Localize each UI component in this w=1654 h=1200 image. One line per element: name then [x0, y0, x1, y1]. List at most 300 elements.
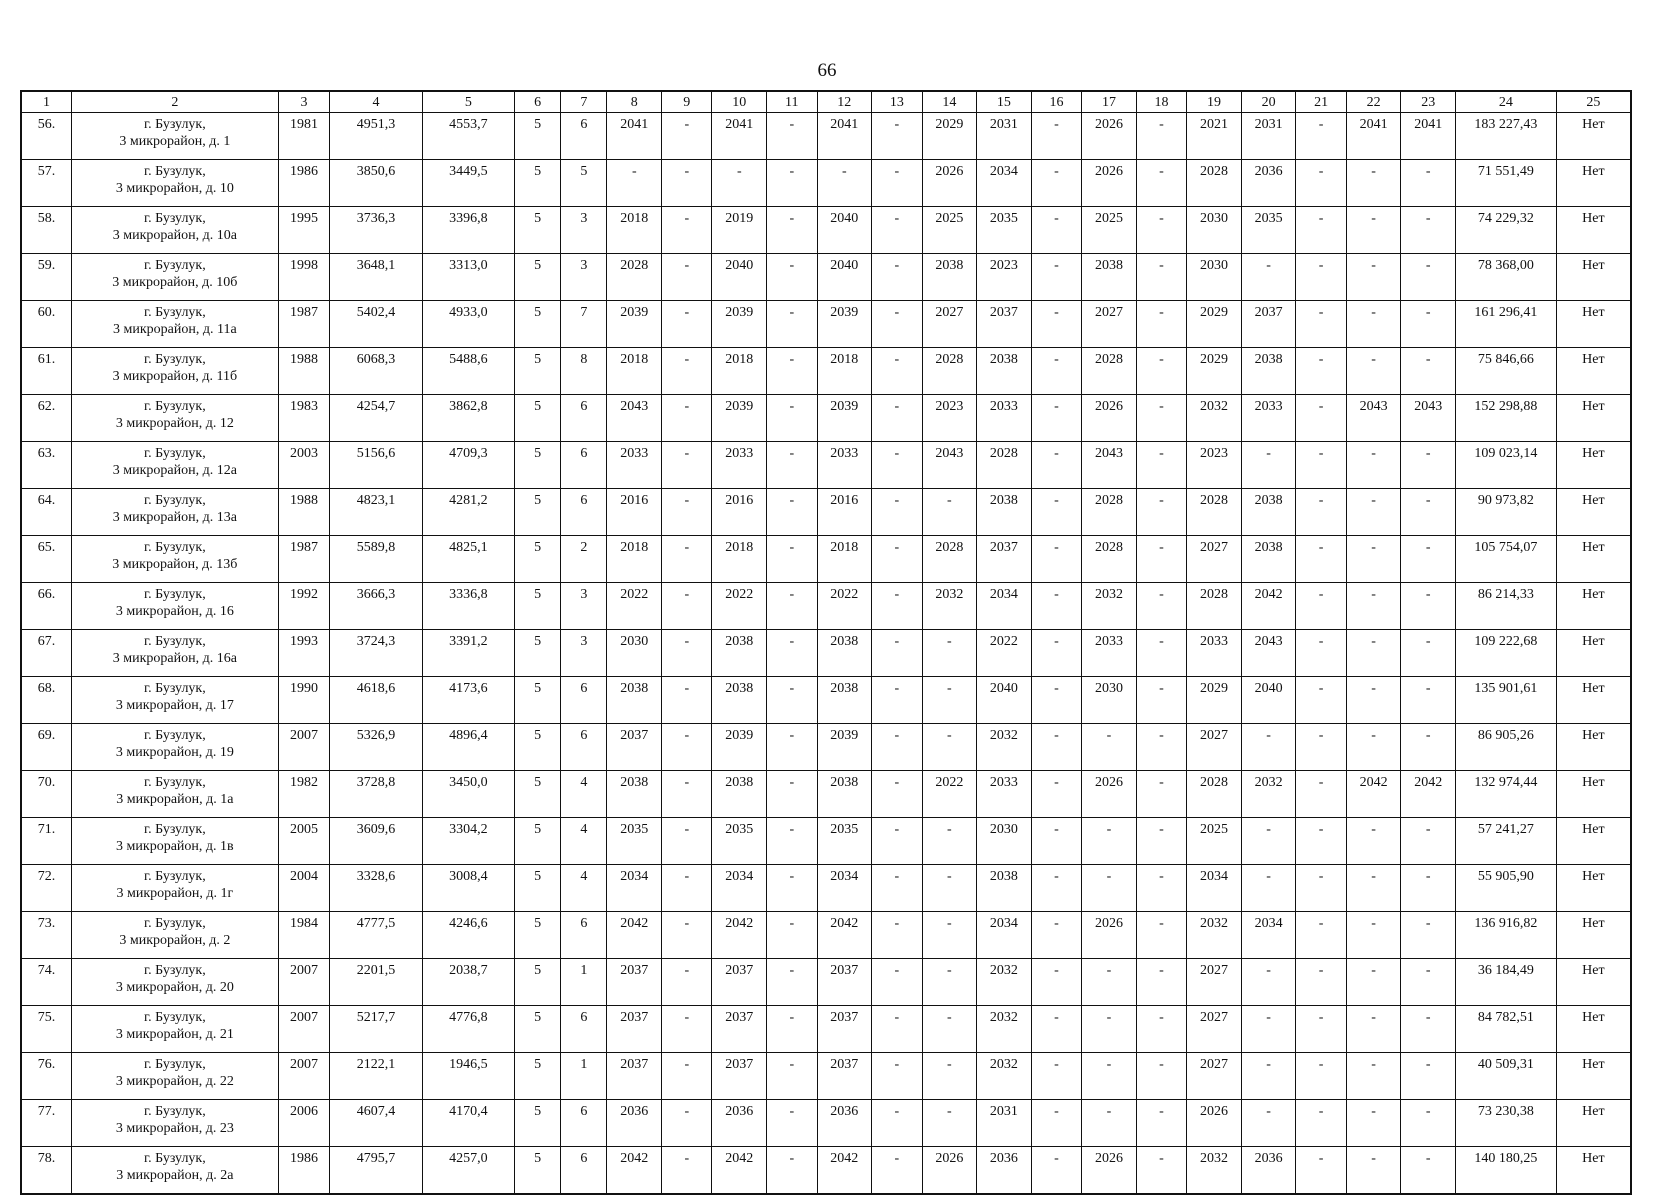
table-cell: - — [872, 442, 922, 489]
table-cell: - — [1136, 912, 1186, 959]
table-cell: - — [1082, 724, 1137, 771]
table-cell: - — [1241, 254, 1296, 301]
table-cell: - — [1082, 1100, 1137, 1147]
table-cell: 2042 — [712, 912, 767, 959]
address-cell: г. Бузулук, 3 микрорайон, д. 11б — [71, 348, 278, 395]
table-cell: 2038 — [977, 865, 1032, 912]
column-header-1: 1 — [21, 91, 71, 113]
table-cell: - — [767, 489, 817, 536]
table-cell: - — [607, 160, 662, 207]
table-cell: 5 — [515, 630, 561, 677]
table-cell: 2039 — [712, 724, 767, 771]
table-cell: - — [1401, 442, 1456, 489]
table-cell: 6068,3 — [330, 348, 422, 395]
table-cell: 2037 — [712, 959, 767, 1006]
table-cell: - — [1136, 207, 1186, 254]
table-cell: 2034 — [1241, 912, 1296, 959]
table-cell: 2037 — [817, 1006, 872, 1053]
column-header-13: 13 — [872, 91, 922, 113]
table-cell: - — [662, 677, 712, 724]
table-cell: - — [1296, 1006, 1346, 1053]
table-cell: 2019 — [712, 207, 767, 254]
table-cell: 2037 — [817, 959, 872, 1006]
table-cell: 2003 — [278, 442, 329, 489]
column-header-25: 25 — [1556, 91, 1631, 113]
table-cell: 6 — [561, 912, 607, 959]
table-cell: 3609,6 — [330, 818, 422, 865]
table-cell: 2043 — [1346, 395, 1401, 442]
table-cell: 1946,5 — [422, 1053, 514, 1100]
address-cell: г. Бузулук, 3 микрорайон, д. 19 — [71, 724, 278, 771]
table-cell: - — [1031, 959, 1081, 1006]
table-cell: - — [922, 677, 977, 724]
table-cell: - — [1401, 301, 1456, 348]
table-cell: 2022 — [607, 583, 662, 630]
table-cell: - — [662, 1053, 712, 1100]
table-cell: 2038 — [1241, 348, 1296, 395]
table-cell: 2037 — [977, 301, 1032, 348]
table-cell: 5488,6 — [422, 348, 514, 395]
table-cell: 2034 — [977, 160, 1032, 207]
address-cell: г. Бузулук, 3 микрорайон, д. 21 — [71, 1006, 278, 1053]
table-cell: 5 — [515, 489, 561, 536]
table-row — [21, 1100, 1631, 1147]
table-cell: 2034 — [1187, 865, 1242, 912]
table-cell: 109 222,68 — [1456, 630, 1557, 677]
table-cell: - — [1241, 1053, 1296, 1100]
table-cell: - — [1401, 583, 1456, 630]
table-cell: 2005 — [278, 818, 329, 865]
address-cell: г. Бузулук, 3 микрорайон, д. 22 — [71, 1053, 278, 1100]
table-cell: 75 846,66 — [1456, 348, 1557, 395]
table-cell: 5 — [515, 865, 561, 912]
table-cell: - — [1296, 113, 1346, 160]
table-cell: - — [662, 912, 712, 959]
table-cell: 73. — [21, 912, 71, 959]
table-cell: 2037 — [712, 1053, 767, 1100]
table-cell: - — [1346, 1100, 1401, 1147]
table-cell: - — [872, 160, 922, 207]
table-cell: 5 — [515, 677, 561, 724]
table-cell: 78 368,00 — [1456, 254, 1557, 301]
table-cell: - — [1031, 395, 1081, 442]
table-cell: 2 — [561, 536, 607, 583]
table-cell: - — [662, 442, 712, 489]
table-cell: - — [767, 1053, 817, 1100]
table-cell: 5 — [515, 536, 561, 583]
table-cell: - — [662, 959, 712, 1006]
table-cell: 2028 — [977, 442, 1032, 489]
table-cell: - — [872, 1006, 922, 1053]
table-cell: Нет — [1556, 1006, 1631, 1053]
table-cell: Нет — [1556, 818, 1631, 865]
table-cell: 2032 — [1187, 1147, 1242, 1195]
table-cell: 2042 — [1241, 583, 1296, 630]
table-cell: - — [1031, 254, 1081, 301]
table-cell: 2041 — [607, 113, 662, 160]
table-cell: 5 — [515, 395, 561, 442]
table-cell: 69. — [21, 724, 71, 771]
table-cell: - — [872, 348, 922, 395]
table-cell: - — [1031, 348, 1081, 395]
table-cell: 6 — [561, 442, 607, 489]
table-cell: 3336,8 — [422, 583, 514, 630]
table-cell: 4254,7 — [330, 395, 422, 442]
table-cell: 2038 — [1082, 254, 1137, 301]
table-cell: 2033 — [1187, 630, 1242, 677]
table-cell: 2038 — [607, 771, 662, 818]
table-cell: 2007 — [278, 1006, 329, 1053]
table-cell: Нет — [1556, 395, 1631, 442]
table-cell: - — [1346, 724, 1401, 771]
table-cell: - — [1136, 489, 1186, 536]
table-cell: 2041 — [817, 113, 872, 160]
table-cell: Нет — [1556, 160, 1631, 207]
table-cell: 72. — [21, 865, 71, 912]
table-cell: 2033 — [1082, 630, 1137, 677]
table-row — [21, 442, 1631, 489]
table-cell: 1982 — [278, 771, 329, 818]
table-cell: 1981 — [278, 113, 329, 160]
table-cell: 140 180,25 — [1456, 1147, 1557, 1195]
table-cell: 2037 — [977, 536, 1032, 583]
table-cell: 3736,3 — [330, 207, 422, 254]
table-cell: 68. — [21, 677, 71, 724]
table-cell: - — [872, 959, 922, 1006]
table-cell: 2029 — [1187, 677, 1242, 724]
table-cell: 2029 — [1187, 348, 1242, 395]
table-cell: 2034 — [817, 865, 872, 912]
table-cell: - — [922, 865, 977, 912]
table-cell: 2026 — [1082, 395, 1137, 442]
table-cell: - — [1346, 301, 1401, 348]
table-cell: - — [1082, 818, 1137, 865]
table-row — [21, 160, 1631, 207]
column-header-24: 24 — [1456, 91, 1557, 113]
table-cell: 5 — [515, 959, 561, 1006]
table-cell: - — [767, 724, 817, 771]
table-cell: 1986 — [278, 1147, 329, 1195]
table-cell: - — [662, 160, 712, 207]
table-cell: 2028 — [607, 254, 662, 301]
table-cell: - — [1031, 489, 1081, 536]
table-row — [21, 207, 1631, 254]
table-cell: - — [662, 771, 712, 818]
table-cell: 4170,4 — [422, 1100, 514, 1147]
table-cell: - — [922, 1006, 977, 1053]
table-cell: 4553,7 — [422, 113, 514, 160]
table-cell: 2007 — [278, 724, 329, 771]
table-cell: - — [767, 865, 817, 912]
table-cell: - — [1401, 207, 1456, 254]
table-cell: 2030 — [607, 630, 662, 677]
table-cell: 5 — [515, 254, 561, 301]
table-cell: 2042 — [817, 1147, 872, 1195]
table-cell: 2028 — [1187, 489, 1242, 536]
table-cell: Нет — [1556, 536, 1631, 583]
column-header-21: 21 — [1296, 91, 1346, 113]
table-cell: 4257,0 — [422, 1147, 514, 1195]
table-cell: - — [1296, 442, 1346, 489]
table-cell: 58. — [21, 207, 71, 254]
table-cell: - — [1296, 1147, 1346, 1195]
table-cell: 2025 — [1082, 207, 1137, 254]
address-cell: г. Бузулук, 3 микрорайон, д. 11а — [71, 301, 278, 348]
table-cell: - — [922, 959, 977, 1006]
table-cell: 74. — [21, 959, 71, 1006]
table-cell: 2043 — [922, 442, 977, 489]
table-cell: - — [1031, 912, 1081, 959]
table-cell: 132 974,44 — [1456, 771, 1557, 818]
table-cell: - — [1296, 1100, 1346, 1147]
table-cell: Нет — [1556, 301, 1631, 348]
table-cell: 2033 — [977, 395, 1032, 442]
column-header-15: 15 — [977, 91, 1032, 113]
table-cell: 2025 — [922, 207, 977, 254]
address-cell: г. Бузулук, 3 микрорайон, д. 10а — [71, 207, 278, 254]
table-cell: 8 — [561, 348, 607, 395]
table-cell: 4896,4 — [422, 724, 514, 771]
table-cell: 71. — [21, 818, 71, 865]
table-cell: - — [662, 536, 712, 583]
table-cell: - — [1401, 1006, 1456, 1053]
table-cell: - — [1401, 818, 1456, 865]
column-header-18: 18 — [1136, 91, 1186, 113]
table-cell: 2033 — [817, 442, 872, 489]
table-row — [21, 677, 1631, 724]
table-cell: - — [1031, 1100, 1081, 1147]
table-cell: 2038 — [1241, 536, 1296, 583]
table-cell: 2028 — [1082, 489, 1137, 536]
table-cell: - — [767, 301, 817, 348]
table-cell: 2030 — [977, 818, 1032, 865]
table-cell: 2030 — [1082, 677, 1137, 724]
table-cell: 4618,6 — [330, 677, 422, 724]
table-cell: 2035 — [977, 207, 1032, 254]
table-cell: 2043 — [1401, 395, 1456, 442]
table-cell: - — [1296, 160, 1346, 207]
address-cell: г. Бузулук, 3 микрорайон, д. 17 — [71, 677, 278, 724]
table-cell: 2122,1 — [330, 1053, 422, 1100]
table-cell: 2038 — [977, 489, 1032, 536]
table-cell: 2039 — [712, 301, 767, 348]
table-cell: - — [922, 630, 977, 677]
table-cell: 1998 — [278, 254, 329, 301]
table-cell: Нет — [1556, 912, 1631, 959]
table-cell: Нет — [1556, 583, 1631, 630]
address-cell: г. Бузулук, 3 микрорайон, д. 13б — [71, 536, 278, 583]
table-cell: 3862,8 — [422, 395, 514, 442]
table-cell: - — [1136, 160, 1186, 207]
table-cell: 6 — [561, 489, 607, 536]
table-cell: 3 — [561, 630, 607, 677]
table-cell: 2022 — [712, 583, 767, 630]
table-cell: 2018 — [607, 536, 662, 583]
table-cell: 2023 — [1187, 442, 1242, 489]
table-cell: 73 230,38 — [1456, 1100, 1557, 1147]
table-cell: 70. — [21, 771, 71, 818]
table-cell: 6 — [561, 677, 607, 724]
table-cell: - — [1296, 254, 1346, 301]
table-cell: - — [767, 160, 817, 207]
table-cell: 2028 — [1187, 771, 1242, 818]
table-cell: - — [1241, 959, 1296, 1006]
table-cell: 2032 — [1241, 771, 1296, 818]
table-cell: 5217,7 — [330, 1006, 422, 1053]
table-cell: - — [1346, 1147, 1401, 1195]
table-cell: 4 — [561, 818, 607, 865]
column-header-9: 9 — [662, 91, 712, 113]
table-cell: 2029 — [922, 113, 977, 160]
table-cell: 2039 — [712, 395, 767, 442]
table-cell: - — [662, 724, 712, 771]
table-cell: - — [1401, 959, 1456, 1006]
address-cell: г. Бузулук, 3 микрорайон, д. 1 — [71, 113, 278, 160]
table-header-row — [21, 91, 1631, 113]
table-cell: 2018 — [607, 207, 662, 254]
table-cell: - — [922, 724, 977, 771]
table-cell: 2026 — [922, 160, 977, 207]
table-cell: - — [922, 1100, 977, 1147]
table-cell: - — [767, 1100, 817, 1147]
table-cell: 1987 — [278, 536, 329, 583]
table-cell: 6 — [561, 1147, 607, 1195]
table-cell: 3 — [561, 207, 607, 254]
table-cell: - — [1031, 771, 1081, 818]
table-cell: - — [662, 395, 712, 442]
table-cell: 2038 — [817, 677, 872, 724]
table-cell: - — [767, 818, 817, 865]
table-cell: 2006 — [278, 1100, 329, 1147]
table-cell: - — [1031, 630, 1081, 677]
table-cell: 2043 — [607, 395, 662, 442]
table-cell: 4 — [561, 771, 607, 818]
table-cell: 57. — [21, 160, 71, 207]
table-cell: - — [1241, 1100, 1296, 1147]
table-cell: - — [1136, 442, 1186, 489]
table-cell: 3391,2 — [422, 630, 514, 677]
table-cell: 2004 — [278, 865, 329, 912]
table-cell: 2023 — [977, 254, 1032, 301]
table-cell: 6 — [561, 724, 607, 771]
table-cell: 5 — [515, 912, 561, 959]
table-cell: - — [1136, 630, 1186, 677]
table-cell: - — [1401, 489, 1456, 536]
table-cell: - — [872, 489, 922, 536]
address-cell: г. Бузулук, 3 микрорайон, д. 10 — [71, 160, 278, 207]
table-cell: 2034 — [977, 583, 1032, 630]
table-cell: 1988 — [278, 489, 329, 536]
table-cell: - — [1031, 724, 1081, 771]
table-cell: 2027 — [1187, 1006, 1242, 1053]
address-cell: г. Бузулук, 3 микрорайон, д. 16 — [71, 583, 278, 630]
table-cell: 2042 — [817, 912, 872, 959]
table-cell: 2039 — [817, 724, 872, 771]
table-cell: - — [1296, 771, 1346, 818]
table-cell: 2042 — [712, 1147, 767, 1195]
table-cell: 109 023,14 — [1456, 442, 1557, 489]
table-cell: 2026 — [1082, 160, 1137, 207]
table-cell: 2036 — [1241, 1147, 1296, 1195]
table-cell: - — [872, 395, 922, 442]
table-cell: 2016 — [817, 489, 872, 536]
table-cell: 2031 — [977, 113, 1032, 160]
table-cell: - — [872, 1147, 922, 1195]
table-cell: 3 — [561, 254, 607, 301]
table-cell: Нет — [1556, 630, 1631, 677]
table-cell: 2042 — [1346, 771, 1401, 818]
table-cell: 67. — [21, 630, 71, 677]
table-cell: 4 — [561, 865, 607, 912]
table-cell: 3396,8 — [422, 207, 514, 254]
table-cell: 3313,0 — [422, 254, 514, 301]
table-cell: Нет — [1556, 1147, 1631, 1195]
table-cell: 2027 — [1187, 959, 1242, 1006]
table-cell: 2034 — [712, 865, 767, 912]
table-cell: - — [712, 160, 767, 207]
table-cell: - — [872, 207, 922, 254]
table-cell: 5402,4 — [330, 301, 422, 348]
table-cell: - — [1296, 301, 1346, 348]
table-cell: 40 509,31 — [1456, 1053, 1557, 1100]
table-cell: 75. — [21, 1006, 71, 1053]
table-cell: - — [1346, 912, 1401, 959]
table-cell: 5156,6 — [330, 442, 422, 489]
page-number: 66 — [817, 60, 837, 81]
table-cell: - — [1031, 160, 1081, 207]
table-cell: 77. — [21, 1100, 71, 1147]
table-cell: 59. — [21, 254, 71, 301]
table-cell: - — [872, 536, 922, 583]
table-cell: 3304,2 — [422, 818, 514, 865]
table-cell: - — [1346, 348, 1401, 395]
table-cell: - — [1136, 254, 1186, 301]
address-cell: г. Бузулук, 3 микрорайон, д. 2а — [71, 1147, 278, 1195]
table-cell: 105 754,07 — [1456, 536, 1557, 583]
table-cell: 2032 — [1082, 583, 1137, 630]
table-cell: 6 — [561, 1006, 607, 1053]
table-cell: 2038 — [1241, 489, 1296, 536]
table-cell: 4173,6 — [422, 677, 514, 724]
table-cell: 63. — [21, 442, 71, 489]
table-cell: Нет — [1556, 207, 1631, 254]
table-cell: - — [662, 207, 712, 254]
table-cell: 2042 — [607, 1147, 662, 1195]
table-cell: Нет — [1556, 959, 1631, 1006]
table-cell: 2021 — [1187, 113, 1242, 160]
table-cell: - — [1346, 959, 1401, 1006]
table-cell: 2026 — [1082, 113, 1137, 160]
table-cell: - — [1296, 818, 1346, 865]
table-cell: - — [767, 583, 817, 630]
table-cell: - — [1136, 536, 1186, 583]
table-cell: 2035 — [1241, 207, 1296, 254]
column-header-7: 7 — [561, 91, 607, 113]
housing-registry-table — [20, 90, 1632, 1195]
table-cell: 1995 — [278, 207, 329, 254]
table-cell: 2030 — [1187, 207, 1242, 254]
table-cell: - — [662, 630, 712, 677]
table-cell: 2037 — [607, 1053, 662, 1100]
table-cell: - — [662, 489, 712, 536]
table-cell: - — [1082, 959, 1137, 1006]
table-cell: - — [662, 818, 712, 865]
table-cell: - — [1136, 818, 1186, 865]
table-cell: 2033 — [712, 442, 767, 489]
table-cell: 76. — [21, 1053, 71, 1100]
table-cell: 2034 — [977, 912, 1032, 959]
table-cell: - — [1031, 442, 1081, 489]
